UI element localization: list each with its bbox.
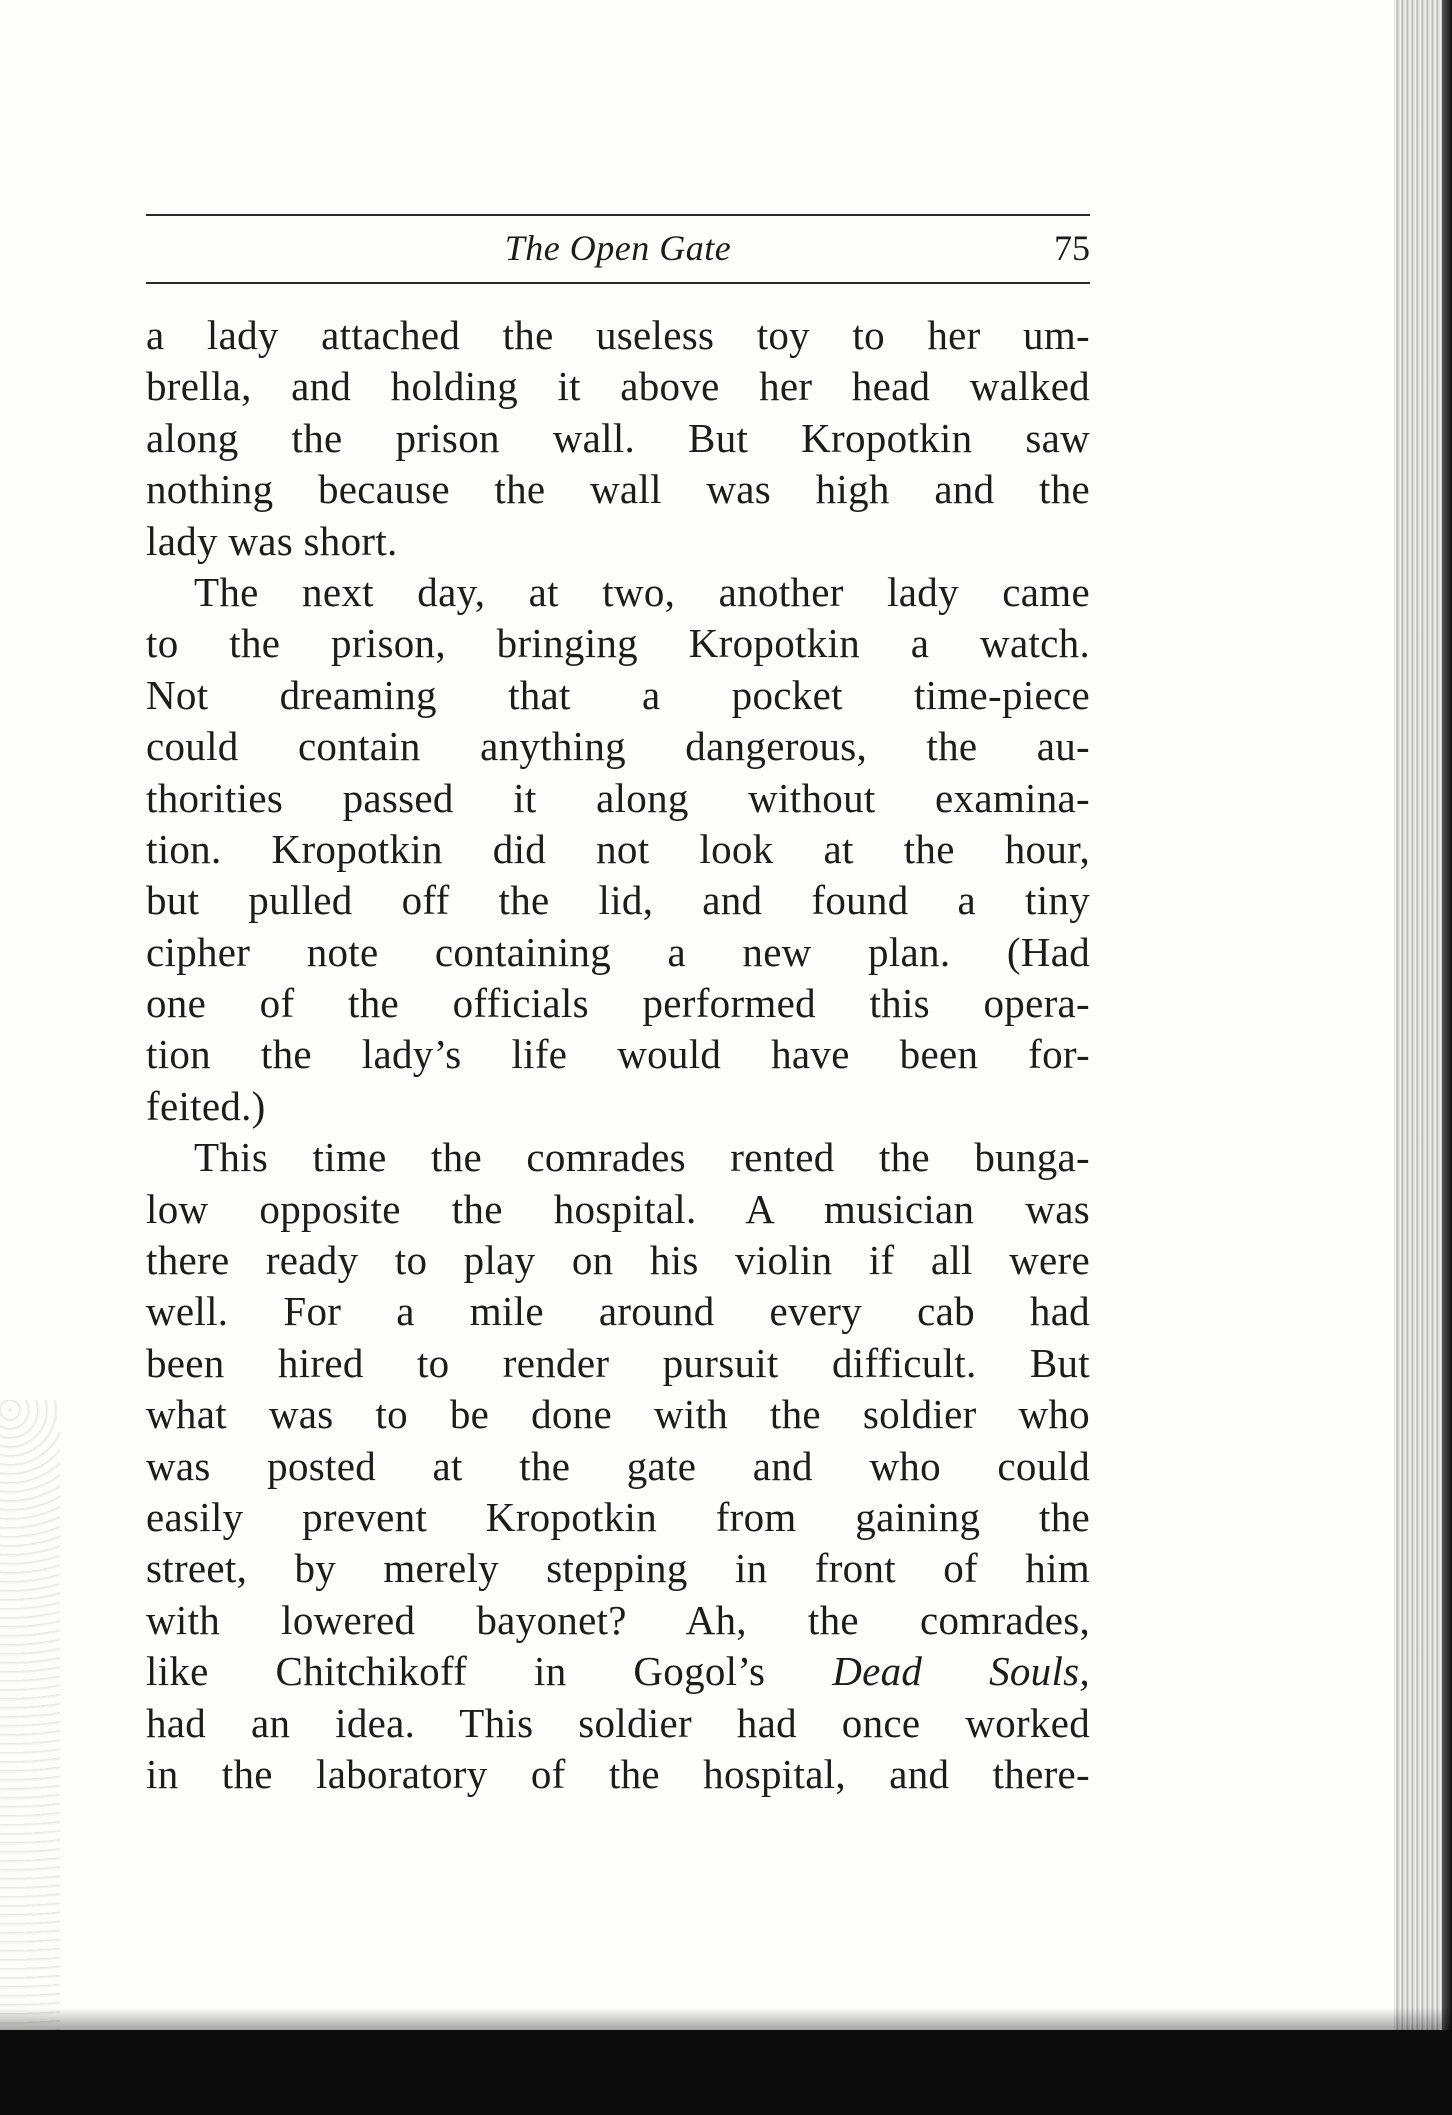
text-line: The next day, at two, another lady came [194, 568, 1090, 615]
text-line: street, by merely stepping in front of him [146, 1545, 1090, 1592]
text-line: was posted at the gate and who could [146, 1442, 1090, 1489]
text-line: along the prison wall. But Kropotkin saw [146, 414, 1090, 461]
scan-speckle [0, 1400, 60, 2030]
text-line: easily prevent Kropotkin from gaining the [146, 1493, 1090, 1540]
text-line: there ready to play on his violin if all were [146, 1237, 1090, 1284]
text-line: well. For a mile around every cab had [146, 1288, 1090, 1335]
text-line: tion. Kropotkin did not look at the hour, [146, 825, 1090, 872]
header-rule-bottom [146, 282, 1090, 284]
text-line: in the laboratory of the hospital, and there- [146, 1750, 1090, 1797]
body-text [146, 310, 1090, 1800]
page-number: 75 [1054, 228, 1090, 268]
text-line: had an idea. This soldier had once worked [146, 1699, 1090, 1746]
text-line: cipher note containing a new plan. (Had [146, 928, 1090, 975]
text-line: tion the lady’s life would have been for- [146, 1031, 1090, 1078]
text-line: a lady attached the useless toy to her um- [146, 312, 1090, 358]
running-title: The Open Gate [504, 228, 732, 268]
text-line: lady was short. [146, 517, 398, 564]
text-line: brella, and holding it above her head walked [146, 363, 1090, 410]
text-line: to the prison, bringing Kropotkin a watch. [146, 620, 1090, 667]
text-line: nothing because the wall was high and the [146, 466, 1090, 513]
text-line: but pulled off the lid, and found a tiny [146, 877, 1090, 924]
text-line: feited.) [146, 1082, 266, 1129]
scan-shadow [0, 2008, 1452, 2030]
binding-shadow [1442, 0, 1452, 2115]
text-line: thorities passed it along without examina- [146, 774, 1090, 821]
text-line: This time the comrades rented the bunga- [194, 1134, 1090, 1181]
text-line-with-title [146, 1646, 1090, 1697]
text-line: with lowered bayonet? Ah, the comrades, [146, 1596, 1090, 1643]
text-line: Not dreaming that a pocket time-piece [146, 671, 1090, 718]
header-rule-top [146, 214, 1090, 216]
page-header [146, 214, 1090, 284]
text-line: could contain anything dangerous, the au- [146, 723, 1090, 770]
text-line: been hired to render pursuit difficult. But [146, 1339, 1090, 1386]
book-title-italic: Dead Souls, [832, 1648, 1090, 1695]
text-fragment: like Chitchikoff in Gogol’s [146, 1648, 766, 1695]
scan-border-bottom [0, 2030, 1452, 2115]
text-line: what was to be done with the soldier who [146, 1391, 1090, 1438]
text-line: low opposite the hospital. A musician was [146, 1185, 1090, 1232]
text-line: one of the officials performed this opera- [146, 980, 1090, 1027]
